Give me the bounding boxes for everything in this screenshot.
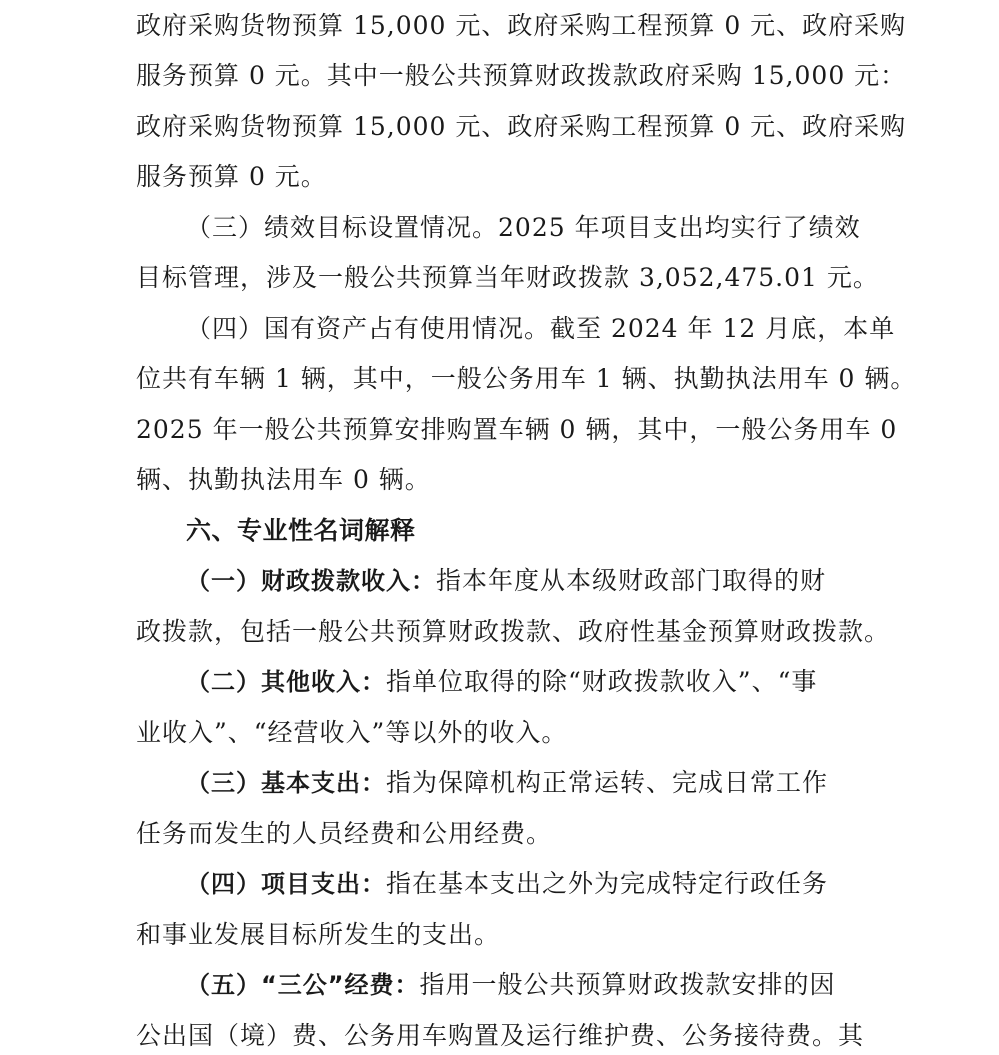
term-text: 指在基本支出之外为完成特定行政任务 [386,869,829,898]
term-text: 指单位取得的除“财政拨款收入”、“事 [386,667,818,696]
term-label: （一）财政拨款收入： [186,567,436,595]
paragraph-line: 业收入”、“经营收入”等以外的收入。 [136,718,568,747]
paragraph-line: 政拨款，包括一般公共预算财政拨款、政府性基金预算财政拨款。 [136,617,891,646]
paragraph-line: 服务预算 0 元。其中一般公共预算财政拨款政府采购 15,000 元： [136,61,907,90]
term-label: （四）项目支出： [186,870,386,898]
term-text: 指为保障机构正常运转、完成日常工作 [386,768,829,797]
paragraph-line: （四）国有资产占有使用情况。截至 2024 年 12 月底，本单 [186,314,896,343]
paragraph-line: 和事业发展目标所发生的支出。 [136,920,501,949]
term-label: （五）“三公”经费： [186,971,420,999]
paragraph-line: 辆、执勤执法用车 0 辆。 [136,465,431,494]
paragraph-line: 服务预算 0 元。 [136,162,327,191]
term-definition-line [186,867,946,901]
term-text: 指用一般公共预算财政拨款安排的因 [419,970,836,999]
paragraph-line: 目标管理，涉及一般公共预算当年财政拨款 3,052,475.01 元。 [136,263,879,292]
term-definition-line [186,968,946,1002]
section-heading: 六、专业性名词解释 [186,516,416,545]
term-label: （二）其他收入： [186,668,386,696]
paragraph-line: 政府采购货物预算 15,000 元、政府采购工程预算 0 元、政府采购 [136,112,907,141]
paragraph-line: 位共有车辆 1 辆，其中，一般公务用车 1 辆、执勤执法用车 0 辆。 [136,364,917,393]
paragraph-line: 公出国（境）费、公务用车购置及运行维护费、公务接待费。其 [136,1021,865,1050]
paragraph-line: （三）绩效目标设置情况。2025 年项目支出均实行了绩效 [186,213,861,242]
paragraph-line: 政府采购货物预算 15,000 元、政府采购工程预算 0 元、政府采购 [136,11,907,40]
term-definition-line [186,564,946,598]
term-label: （三）基本支出： [186,769,386,797]
term-definition-line [186,766,946,800]
paragraph-line: 任务而发生的人员经费和公用经费。 [136,819,553,848]
term-definition-line [186,665,946,699]
term-text: 指本年度从本级财政部门取得的财 [436,566,827,595]
paragraph-line: 2025 年一般公共预算安排购置车辆 0 辆，其中，一般公务用车 0 [136,415,898,444]
